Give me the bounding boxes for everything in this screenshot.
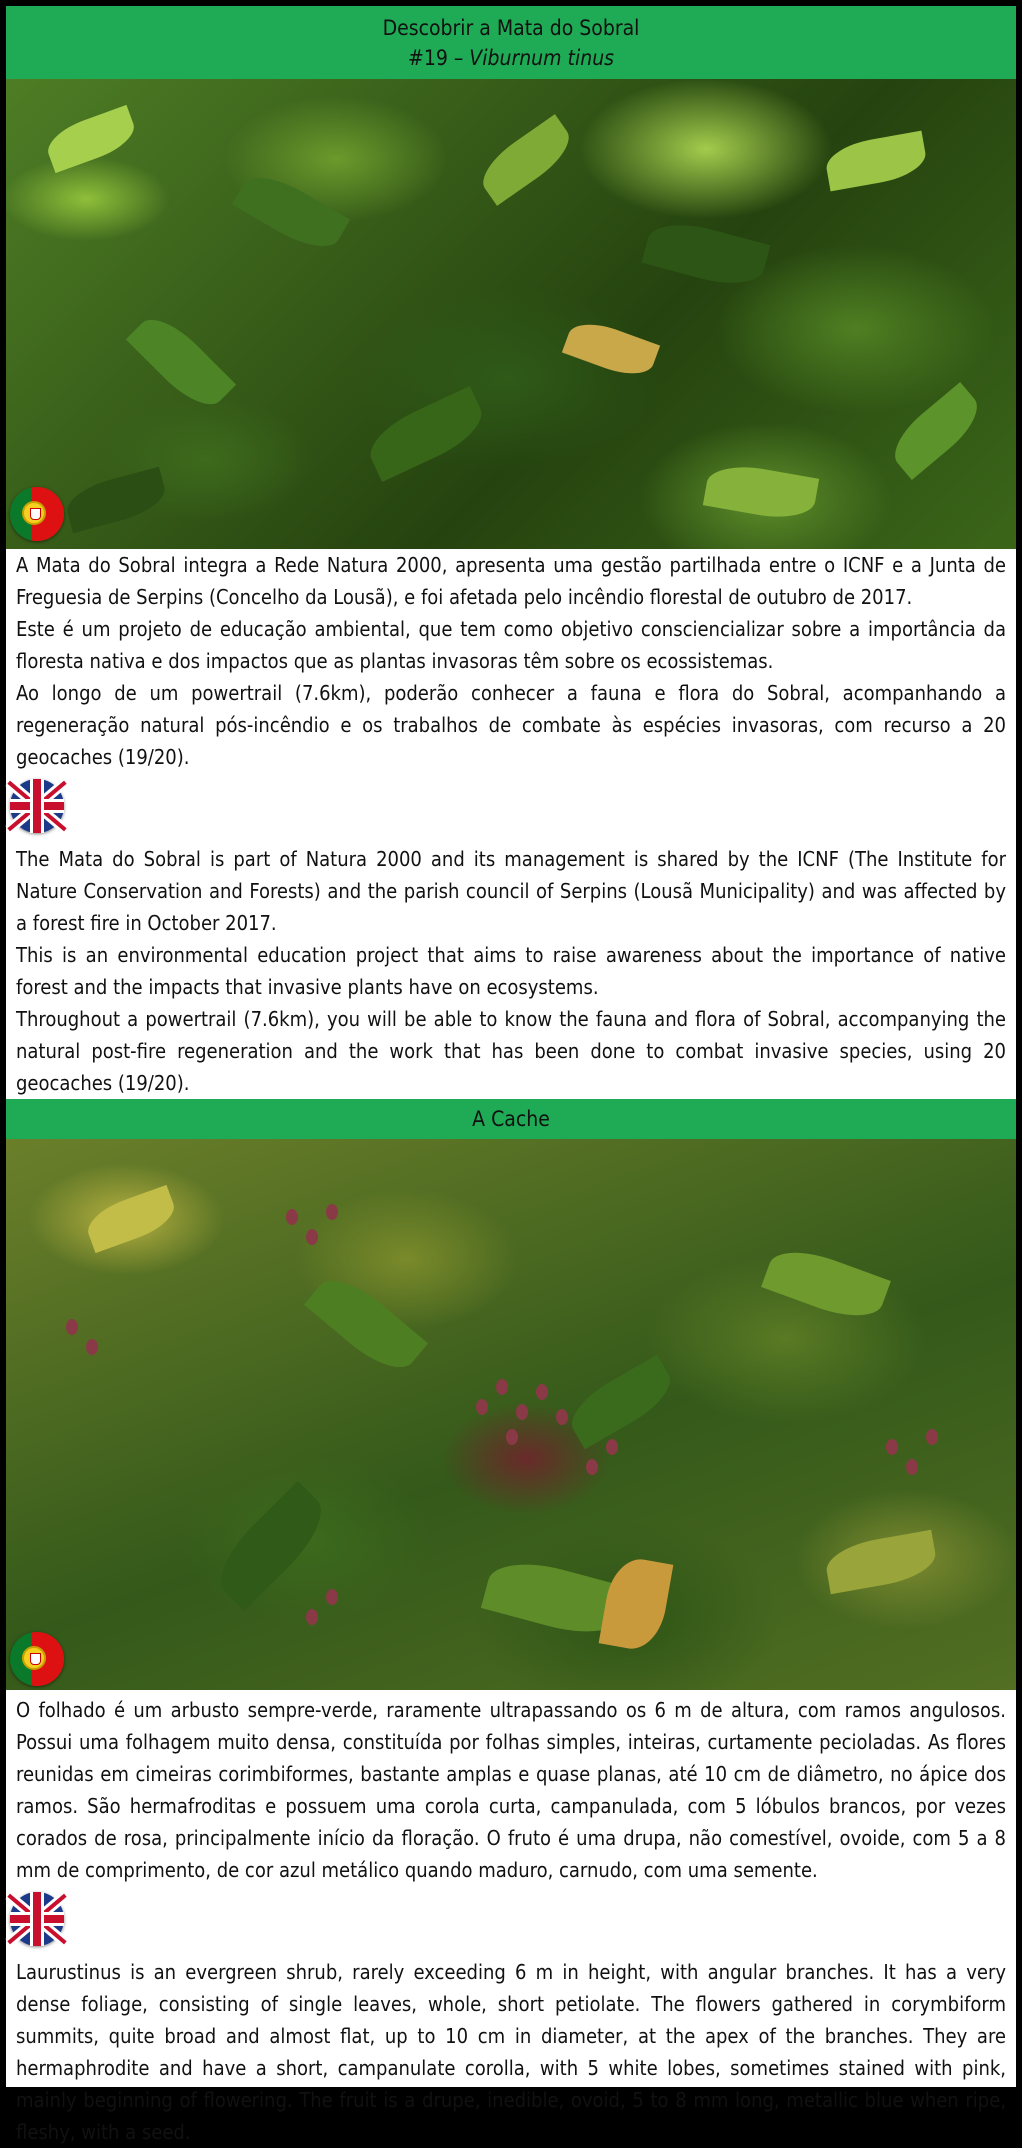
portugal-flag-icon [10, 1632, 64, 1686]
uk-flag-icon [10, 779, 64, 833]
species-name: Viburnum tinus [469, 45, 615, 70]
uk-flag-row [6, 1886, 1016, 1956]
portugal-flag-icon [10, 487, 64, 541]
cache-number: #19 – [407, 45, 470, 70]
cache-page [6, 6, 1016, 2144]
page-header [6, 6, 1016, 79]
intro-en-paragraph: Throughout a powertrail (7.6km), you will be able to know the fauna and flora of Sobral, accompanying the natural post-fire regeneration and the work that has been done to combat invasive species, using 20 geocaches (19/20). [16, 1007, 1006, 1095]
intro-text-pt [6, 549, 1016, 773]
cache-text-pt [6, 1690, 1016, 1886]
intro-text-en [6, 843, 1016, 1099]
intro-pt-paragraph: Este é um projeto de educação ambiental, que tem como objetivo consciencializar sobre a importância da floresta nativa e dos impactos que as plantas invasoras têm sobre os ecossistemas. [16, 617, 1006, 673]
page-title: Descobrir a Mata do Sobral [382, 15, 640, 40]
cache-text-en [6, 1956, 1016, 2148]
uk-flag-icon [10, 1892, 64, 1946]
intro-pt-paragraph: A Mata do Sobral integra a Rede Natura 2000, apresenta uma gestão partilhada entre o ICNF e a Junta de Freguesia de Serpins (Concelho da Lousã), e foi afetada pelo incêndio florestal de outubro de 2017. [16, 553, 1006, 609]
cache-en-paragraph: Laurustinus is an evergreen shrub, rarely exceeding 6 m in height, with angular branches. It has a very dense foliage, consisting of single leaves, whole, short petiolate. The flowers gathered in corymbiform summits, quite broad and almost flat, up to 10 cm in diameter, at the apex of the branches. They are hermaphrodite and have a short, campanulate corolla, with 5 white lobes, sometimes stained with pink, mainly beginning of flowering. The fruit is a drupe, inedible, ovoid, 5 to 8 mm long, metallic blue when ripe, fleshy, with a seed. [16, 1960, 1006, 2144]
intro-en-paragraph: The Mata do Sobral is part of Natura 2000 and its management is shared by the ICNF (The Institute for Nature Conservation and Forests) and the parish council of Serpins (Lousã Municipality) and was affected by a forest fire in October 2017. [16, 847, 1006, 935]
uk-flag-row [6, 773, 1016, 843]
cache-subtitle [6, 43, 1016, 73]
cache-section-title: A Cache [6, 1099, 1016, 1139]
viburnum-flower-buds-photo [6, 1139, 1016, 1690]
intro-en-paragraph: This is an environmental education project that aims to raise awareness about the importance of native forest and the impacts that invasive plants have on ecosystems. [16, 943, 1006, 999]
cache-pt-paragraph: O folhado é um arbusto sempre-verde, raramente ultrapassando os 6 m de altura, com ramos angulosos. Possui uma folhagem muito densa, constituída por folhas simples, inteiras, curtamente pecioladas. As flores reunidas em cimeiras corimbiformes, bastante amplas e quase planas, até 10 cm de diâmetro, no ápice dos ramos. São hermafroditas e possuem uma corola curta, campanulada, com 5 lóbulos brancos, por vezes corados de rosa, principalmente início da floração. O fruto é uma drupa, não comestível, ovoide, com 5 a 8 mm de comprimento, de cor azul metálico quando maduro, carnudo, com uma semente. [16, 1698, 1006, 1882]
viburnum-foliage-photo [6, 79, 1016, 549]
intro-pt-paragraph: Ao longo de um powertrail (7.6km), poderão conhecer a fauna e flora do Sobral, acompanhando a regeneração natural pós-incêndio e os trabalhos de combate às espécies invasoras, com recurso a 20 geocaches (19/20). [16, 681, 1006, 769]
